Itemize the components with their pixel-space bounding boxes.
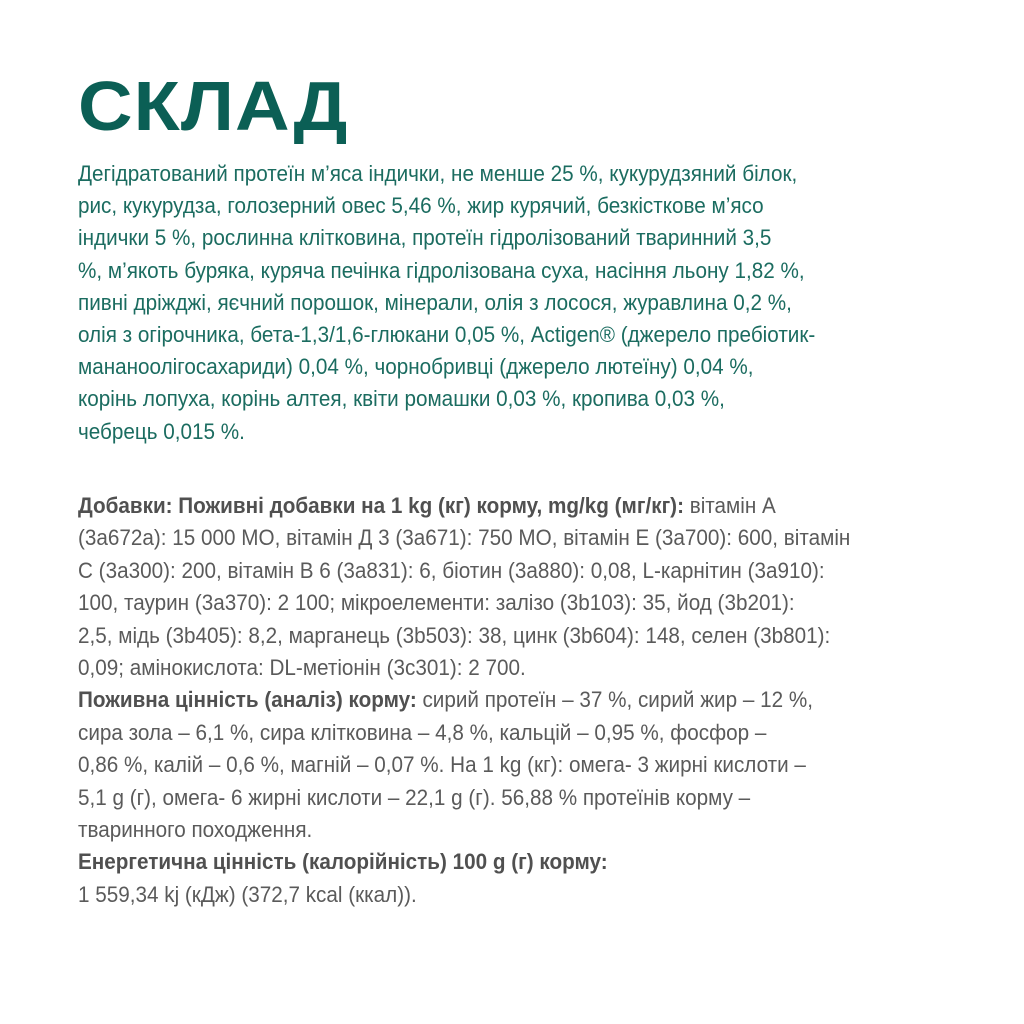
energy-text: 1 559,34 kj (кДж) (372,7 kcal (ккал)).: [78, 881, 417, 907]
nutrition-label: Поживна цінність (аналіз) корму:: [78, 687, 417, 713]
details-block: [78, 490, 962, 911]
additives-text: вітамін А (3а672а): 15 000 МО, вітамін Д 3 (3а671): 750 МО, вітамін Е (3а700): 600, вітамін С (3а300): 200, вітамін В 6 (3а831): 6, біотин (3а880): 0,08, L-карнітин (3а910): 100, таурин (3а370): 2 100; мікроелементи: залізо (3b103): 35, йод (3b201): 2,5, мідь (3b405): 8,2, марганець (3b503): 38, цинк (3b604): 148, селен (3b801): 0,09; амінокислота: DL-метіонін (3c301): 2 700.: [78, 493, 851, 681]
energy-label: Енергетична цінність (калорійність) 100 g (г) корму:: [78, 849, 608, 875]
nutrition-text: сирий протеїн – 37 %, сирий жир – 12 %, сира зола – 6,1 %, сира клітковина – 4,8 %, кальцій – 0,95 %, фосфор – 0,86 %, калій – 0,6 %, магній – 0,07 %. На 1 kg (кг): омега- 3 жирні кислоти – 5,1 g (г), омега- 6 жирні кислоти – 22,1 g (г). 56,88 % протеїнів корму – тваринного походження.: [78, 687, 813, 843]
composition-paragraph: Дегідратований протеїн м’яса індички, не менше 25 %, кукурудзяний білок, рис, кукурудза, голозерний овес 5,46 %, жир курячий, безкісткове м’ясо індички 5 %, рослинна клітковина, протеїн гідролізований тваринний 3,5 %, м’якоть буряка, куряча печінка гідролізована суха, насіння льону 1,82 %, пивні дріжджі, яєчний порошок, мінерали, олія з лосося, журавлина 0,2 %, олія з огірочника, бета-1,3/1,6-глюкани 0,05 %, Actigen® (джерело пребіотик- мананоолігосахариди) 0,04 %, чорнобривці (джерело лютеїну) 0,04 %, корінь лопуха, корінь алтея, квіти ромашки 0,03 %, кропива 0,03 %, чебрець 0,015 %.: [78, 161, 816, 444]
page-title: СКЛАД: [78, 67, 349, 145]
additives-label: Добавки: Поживні добавки на 1 kg (кг) корму, mg/kg (мг/кг):: [78, 493, 684, 518]
